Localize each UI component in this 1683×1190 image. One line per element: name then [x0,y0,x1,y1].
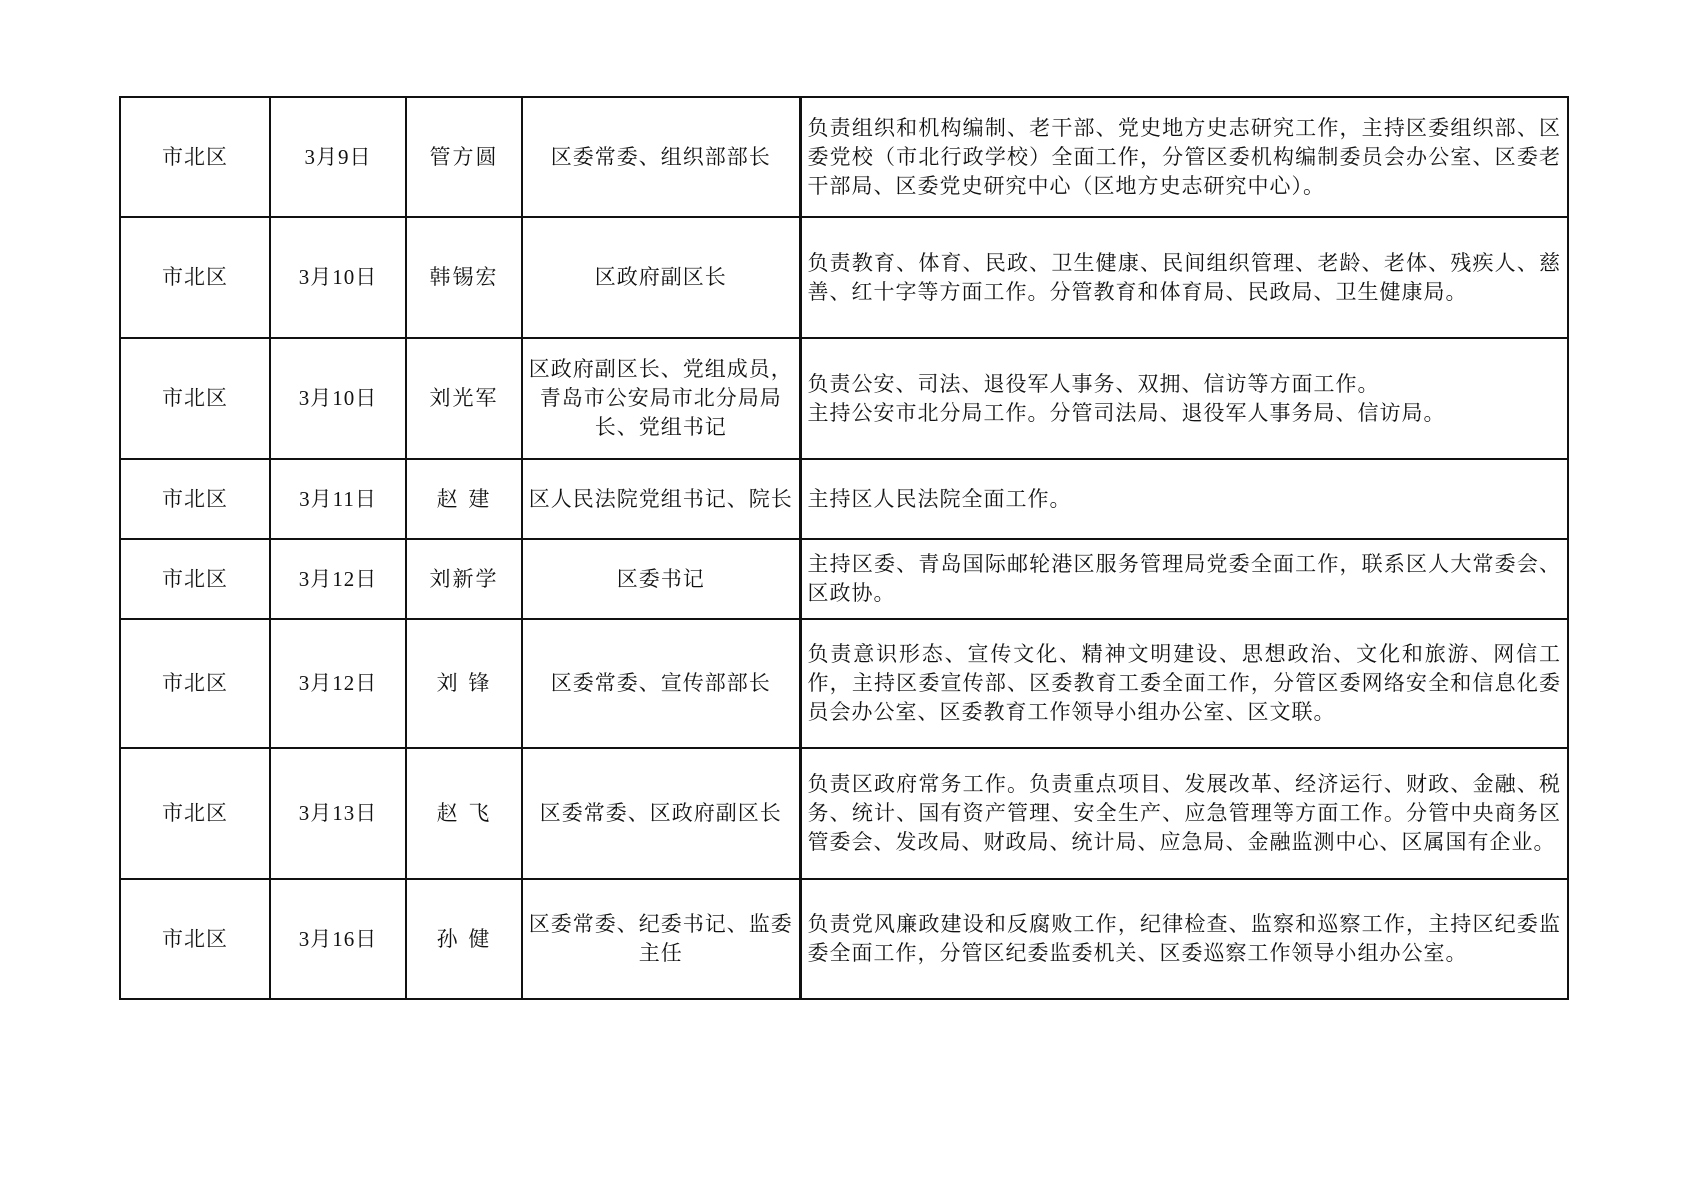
table-row [120,748,1568,879]
table-row [120,97,1568,217]
table-row [120,619,1568,748]
name-cell: 赵 建 [406,459,522,539]
date-cell: 3月10日 [270,217,406,338]
name-cell: 刘光军 [406,338,522,459]
title-cell: 区委常委、区政府副区长 [522,748,800,879]
district-cell: 市北区 [120,217,270,338]
name-cell: 管方圆 [406,97,522,217]
district-cell: 市北区 [120,338,270,459]
duties-cell: 主持区委、青岛国际邮轮港区服务管理局党委全面工作，联系区人大常委会、区政协。 [800,539,1568,619]
name-cell: 赵 飞 [406,748,522,879]
district-cell: 市北区 [120,539,270,619]
district-cell: 市北区 [120,97,270,217]
date-cell: 3月16日 [270,879,406,999]
duties-cell: 负责区政府常务工作。负责重点项目、发展改革、经济运行、财政、金融、税务、统计、国有资产管理、安全生产、应急管理等方面工作。分管中央商务区管委会、发改局、财政局、统计局、应急局、金融监测中心、区属国有企业。 [800,748,1568,879]
duties-line: 负责公安、司法、退役军人事务、双拥、信访等方面工作。 [807,371,1380,396]
table-row [120,539,1568,619]
title-cell: 区人民法院党组书记、院长 [522,459,800,539]
name-cell: 刘新学 [406,539,522,619]
table-row [120,338,1568,459]
title-cell: 区委常委、纪委书记、监委主任 [522,879,800,999]
district-cell: 市北区 [120,619,270,748]
district-cell: 市北区 [120,879,270,999]
table-row [120,217,1568,338]
duties-cell [800,338,1568,459]
date-cell: 3月9日 [270,97,406,217]
duties-cell: 主持区人民法院全面工作。 [800,459,1568,539]
duties-cell: 负责意识形态、宣传文化、精神文明建设、思想政治、文化和旅游、网信工作，主持区委宣传部、区委教育工委全面工作，分管区委网络安全和信息化委员会办公室、区委教育工作领导小组办公室、区文联。 [800,619,1568,748]
date-cell: 3月11日 [270,459,406,539]
title-cell: 区委常委、宣传部部长 [522,619,800,748]
date-cell: 3月13日 [270,748,406,879]
leader-schedule-table [119,96,1569,1000]
table-row [120,879,1568,999]
title-cell: 区委常委、组织部部长 [522,97,800,217]
table-row [120,459,1568,539]
duties-cell: 负责组织和机构编制、老干部、党史地方史志研究工作，主持区委组织部、区委党校（市北行政学校）全面工作，分管区委机构编制委员会办公室、区委老干部局、区委党史研究中心（区地方史志研究中心）。 [800,97,1568,217]
title-cell: 区委书记 [522,539,800,619]
district-cell: 市北区 [120,459,270,539]
date-cell: 3月12日 [270,619,406,748]
duties-cell: 负责党风廉政建设和反腐败工作，纪律检查、监察和巡察工作，主持区纪委监委全面工作，分管区纪委监委机关、区委巡察工作领导小组办公室。 [800,879,1568,999]
duties-cell: 负责教育、体育、民政、卫生健康、民间组织管理、老龄、老体、残疾人、慈善、红十字等方面工作。分管教育和体育局、民政局、卫生健康局。 [800,217,1568,338]
title-cell: 区政府副区长、党组成员，青岛市公安局市北分局局长、党组书记 [522,338,800,459]
title-cell: 区政府副区长 [522,217,800,338]
district-cell: 市北区 [120,748,270,879]
name-cell: 刘 锋 [406,619,522,748]
name-cell: 韩锡宏 [406,217,522,338]
date-cell: 3月12日 [270,539,406,619]
date-cell: 3月10日 [270,338,406,459]
name-cell: 孙 健 [406,879,522,999]
duties-line: 主持公安市北分局工作。分管司法局、退役军人事务局、信访局。 [807,400,1446,425]
